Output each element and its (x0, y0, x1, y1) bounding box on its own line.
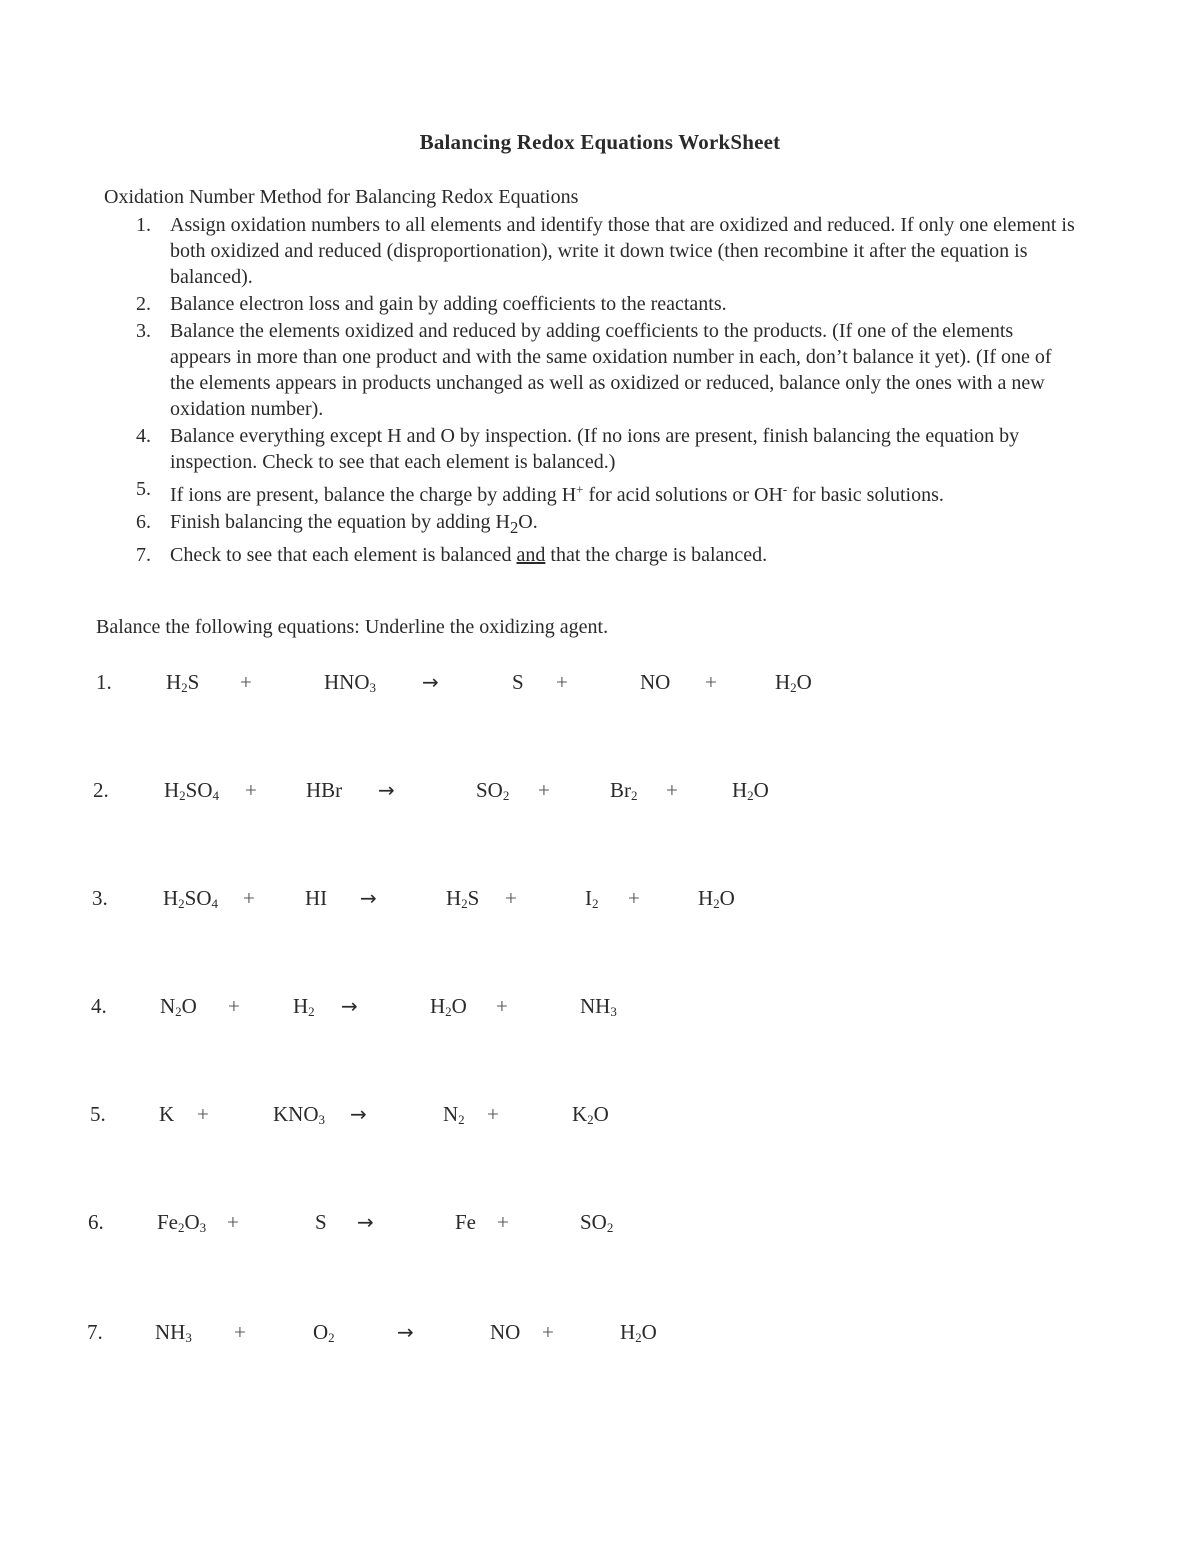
chemical-formula: HI (305, 886, 328, 910)
plus-sign: + (245, 778, 257, 802)
chemical-formula: $H_2O$ (775, 670, 812, 695)
chemical-formula: $H_2SO_4$ (163, 886, 219, 911)
step-number: 3. (136, 320, 151, 342)
underlined-word: and (516, 543, 546, 566)
chemical-formula: S (512, 670, 524, 694)
step-text-part: Finish balancing the equation by adding H (170, 510, 510, 533)
plus-sign: + (228, 994, 240, 1018)
chemical-formula: $Fe_2O_3$ (157, 1210, 207, 1235)
step-number: 5. (136, 478, 151, 500)
chemical-formula: $O_2$ (313, 1320, 335, 1345)
equation-number: 7. (87, 1320, 103, 1344)
step-item (136, 212, 1075, 290)
plus-sign: + (497, 1210, 509, 1234)
chemical-formula: HBr (306, 778, 343, 802)
steps-list (136, 212, 1075, 569)
reaction-arrow-icon: → (357, 1210, 374, 1234)
plus-sign: + (666, 778, 678, 802)
chemical-formula: $NH_3$ (580, 994, 617, 1019)
reaction-arrow-icon: → (341, 994, 358, 1018)
step-text-part: Check to see that each element is balanced (170, 543, 517, 566)
plus-sign: + (628, 886, 640, 910)
chemical-formula: $K_2O$ (572, 1102, 609, 1127)
plus-sign: + (243, 886, 255, 910)
equation-number: 3. (92, 886, 108, 910)
reaction-arrow-icon: → (360, 886, 377, 910)
chemical-formula: $SO_2$ (580, 1210, 614, 1235)
step-text: Balance everything except H and O by inspection. (If no ions are present, finish balancing the equation by inspection. Check to see that each element is balanced.) (170, 425, 1020, 473)
superscript-charge: + (576, 481, 584, 496)
step-item (136, 423, 1075, 475)
step-text-part: for basic solutions. (787, 483, 944, 506)
step-number: 2. (136, 293, 151, 315)
step-text-part: that the charge is balanced. (545, 543, 768, 566)
chemical-formula: K (159, 1102, 175, 1126)
step-text: Balance the elements oxidized and reduced by adding coefficients to the products. (If one of the elements appears in more than one product and with the same oxidation number in each, don’t balance it yet). (If one of the elements appears in products unchanged as well as oxidized or reduced, balance only the ones with a new oxidation number). (170, 320, 1052, 420)
chemical-formula: $H_2O$ (430, 994, 467, 1019)
step-number: 4. (136, 425, 151, 447)
equation-number: 5. (90, 1102, 106, 1126)
chemical-formula: $H_2O$ (732, 778, 769, 803)
chemical-formula: $SO_2$ (476, 778, 510, 803)
step-text-part: for acid solutions or OH (583, 483, 783, 506)
reaction-arrow-icon: → (378, 778, 395, 802)
plus-sign: + (505, 886, 517, 910)
plus-sign: + (496, 994, 508, 1018)
plus-sign: + (542, 1320, 554, 1344)
equation-number: 2. (93, 778, 109, 802)
step-text (170, 544, 767, 566)
step-number: 1. (136, 214, 151, 236)
step-number: 6. (136, 510, 151, 533)
chemical-formula: $H_2S$ (446, 886, 480, 911)
step-text: Balance electron loss and gain by adding coefficients to the reactants. (170, 293, 727, 315)
step-text (170, 481, 944, 506)
plus-sign: + (556, 670, 568, 694)
step-text-part: O. (518, 510, 538, 533)
plus-sign: + (705, 670, 717, 694)
chemical-formula: $HNO_3$ (324, 670, 376, 695)
plus-sign: + (487, 1102, 499, 1126)
equation-number: 6. (88, 1210, 104, 1234)
step-text-part: If ions are present, balance the charge by adding H (170, 483, 577, 506)
plus-sign: + (197, 1102, 209, 1126)
reaction-arrow-icon: → (397, 1320, 414, 1344)
reaction-arrow-icon: → (350, 1102, 367, 1126)
chemical-formula: $I_2$ (585, 886, 599, 911)
plus-sign: + (227, 1210, 239, 1234)
chemical-formula: S (315, 1210, 327, 1234)
step-item (136, 509, 1075, 541)
step-item (136, 542, 1075, 568)
step-item (136, 291, 1075, 317)
chemical-formula: $H_2S$ (166, 670, 200, 695)
chemical-formula: Fe (455, 1210, 476, 1234)
equation-number: 1. (96, 670, 112, 694)
method-heading: Oxidation Number Method for Balancing Redox Equations (104, 186, 579, 208)
worksheet-title: Balancing Redox Equations WorkSheet (419, 130, 781, 154)
plus-sign: + (538, 778, 550, 802)
plus-sign: + (240, 670, 252, 694)
step-item (136, 476, 1075, 508)
step-item (136, 318, 1075, 422)
chemical-formula: NO (640, 670, 671, 694)
chemical-formula: NO (490, 1320, 521, 1344)
chemical-formula: $NH_3$ (155, 1320, 192, 1345)
chemical-formula: $N_2$ (443, 1102, 465, 1127)
plus-sign: + (234, 1320, 246, 1344)
reaction-arrow-icon: → (422, 670, 439, 694)
chemical-formula: $KNO_3$ (273, 1102, 325, 1127)
chemical-formula: $H_2O$ (698, 886, 735, 911)
chemical-formula: $Br_2$ (610, 778, 638, 803)
subscript: 2 (509, 517, 519, 537)
chemical-formula: $N_2O$ (160, 994, 197, 1019)
step-text (170, 510, 538, 537)
chemical-formula: $H_2O$ (620, 1320, 657, 1345)
equation-number: 4. (91, 994, 107, 1018)
step-number: 7. (136, 543, 151, 566)
chemical-formula: $H_2$ (293, 994, 315, 1019)
chemical-formula: $H_2SO_4$ (164, 778, 220, 803)
step-text: Assign oxidation numbers to all elements and identify those that are oxidized and reduced. If only one element is both oxidized and reduced (disproportionation), write it down twice (then recombine it after the equation is balanced). (170, 214, 1075, 288)
instruction-text: Balance the following equations: Underline the oxidizing agent. (96, 616, 609, 638)
superscript-charge: - (782, 481, 788, 496)
